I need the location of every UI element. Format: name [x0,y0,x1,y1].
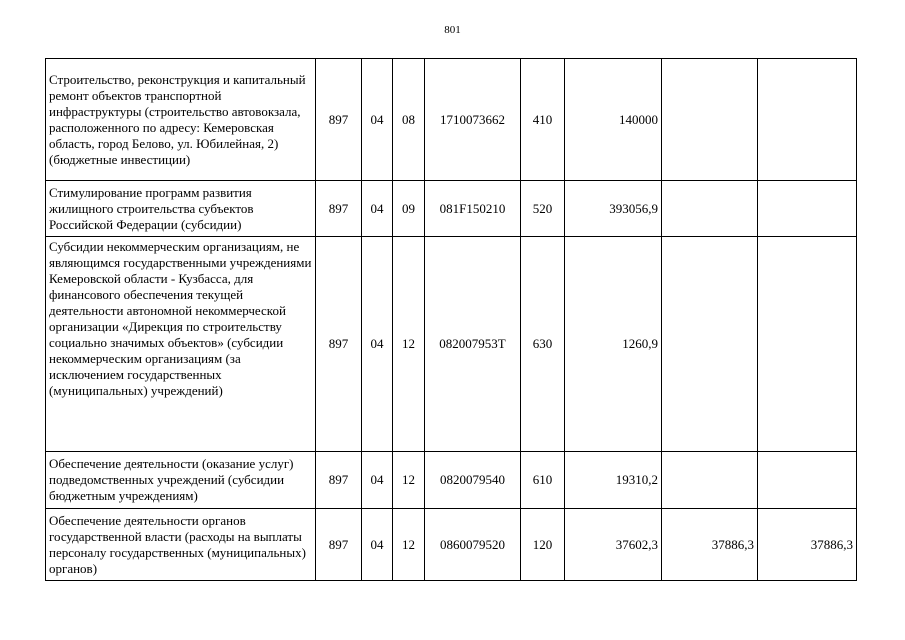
target-article-code: 082007953Т [425,237,521,452]
amount-year-3: 37886,3 [758,509,857,581]
target-article-code: 1710073662 [425,59,521,181]
table-row [46,509,857,581]
expense-type-code: 520 [521,181,565,237]
subsection-code: 12 [393,237,425,452]
amount-year-1: 393056,9 [565,181,662,237]
expense-type-code: 120 [521,509,565,581]
expense-type-code: 610 [521,452,565,509]
row-description: Обеспечение деятельности (оказание услуг) подведомственных учреждений (субсидии бюджетным учреждениям) [46,452,316,509]
amount-year-2 [662,237,758,452]
amount-year-1: 37602,3 [565,509,662,581]
amount-year-1: 1260,9 [565,237,662,452]
ministry-code: 897 [316,59,362,181]
amount-year-2 [662,59,758,181]
target-article-code: 081F150210 [425,181,521,237]
page-number: 801 [444,24,461,36]
target-article-code: 0860079520 [425,509,521,581]
amount-year-2: 37886,3 [662,509,758,581]
amount-year-3 [758,59,857,181]
amount-year-1: 140000 [565,59,662,181]
amount-year-1: 19310,2 [565,452,662,509]
subsection-code: 12 [393,509,425,581]
amount-year-2 [662,452,758,509]
amount-year-3 [758,237,857,452]
section-code: 04 [362,237,393,452]
table-row [46,237,857,452]
subsection-code: 09 [393,181,425,237]
ministry-code: 897 [316,509,362,581]
row-description: Субсидии некоммерческим организациям, не являющимся государственными учреждениями Кемеровской области - Кузбасса, для финансового обеспечения текущей деятельности автономной некоммерческой организации «Дирекция по строительству социально значимых объектов» (субсидии некоммерческим организациям (за исключением государственных (муниципальных) учреждений) [46,237,316,452]
table-row [46,181,857,237]
table-row [46,59,857,181]
section-code: 04 [362,181,393,237]
amount-year-3 [758,181,857,237]
row-description: Строительство, реконструкция и капитальный ремонт объектов транспортной инфраструктуры (строительство автовокзала, расположенного по адресу: Кемеровская область, город Белово, ул. Юбилейная, 2) (бюджетные инвестиции) [46,59,316,181]
section-code: 04 [362,59,393,181]
row-description: Обеспечение деятельности органов государственной власти (расходы на выплаты персоналу государственных (муниципальных) органов) [46,509,316,581]
expense-type-code: 410 [521,59,565,181]
row-description: Стимулирование программ развития жилищного строительства субъектов Российской Федерации (субсидии) [46,181,316,237]
section-code: 04 [362,452,393,509]
amount-year-2 [662,181,758,237]
target-article-code: 0820079540 [425,452,521,509]
ministry-code: 897 [316,181,362,237]
expense-type-code: 630 [521,237,565,452]
budget-table [45,58,857,581]
ministry-code: 897 [316,237,362,452]
ministry-code: 897 [316,452,362,509]
section-code: 04 [362,509,393,581]
table-row [46,452,857,509]
subsection-code: 08 [393,59,425,181]
subsection-code: 12 [393,452,425,509]
amount-year-3 [758,452,857,509]
